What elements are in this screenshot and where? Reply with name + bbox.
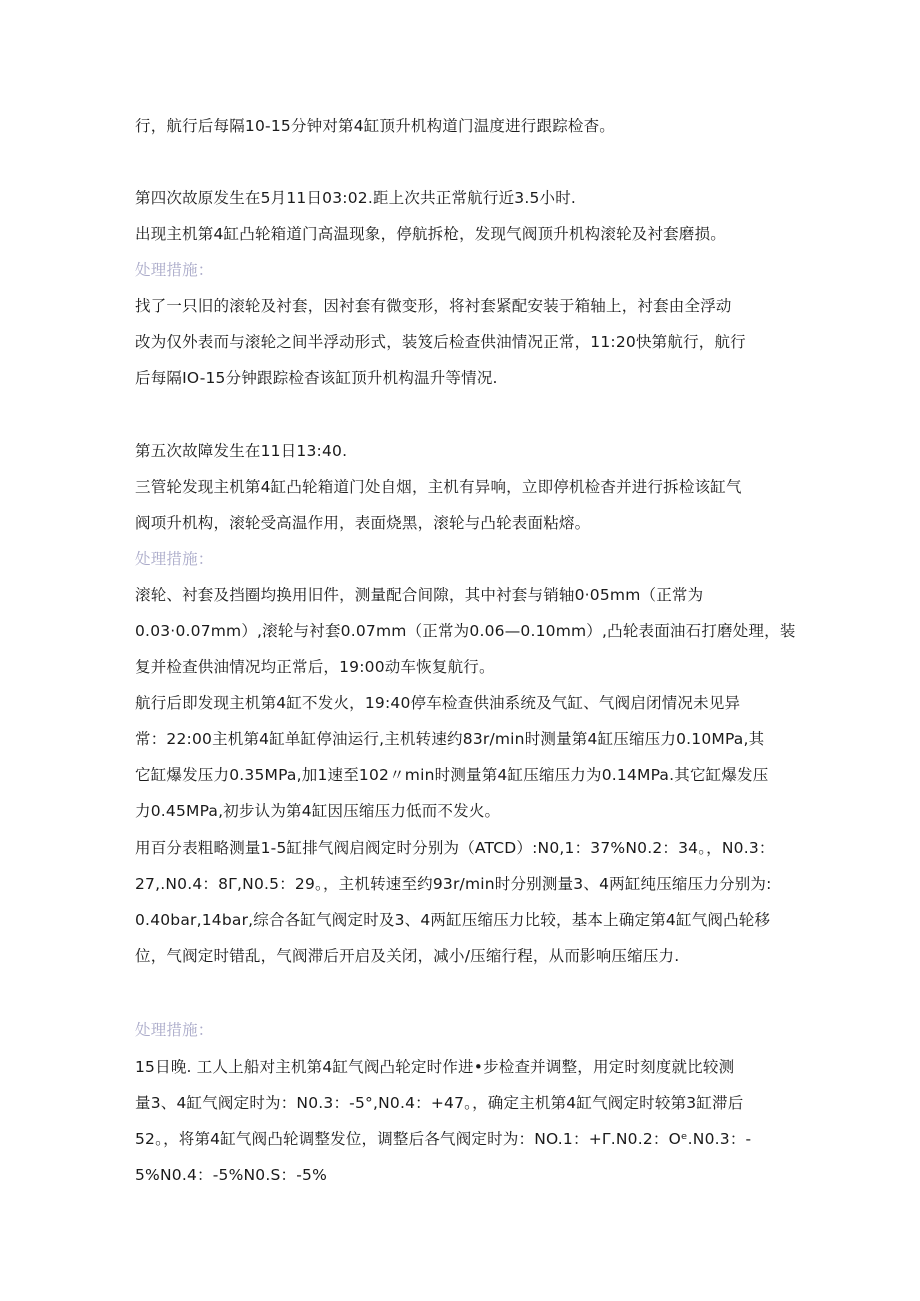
text-line: 力0.45MPa,初步认为第4缸因压缩压力低而不发火。 [135,802,501,820]
text-line: 5%N0.4：-5%N0.S：-5% [135,1166,328,1184]
text-line: 15日晚. 工人上船对主机第4缸气阀凸轮定时作进•步检查并调整，用定时刻度就比较测 [135,1058,735,1076]
section-heading: 处理措施： [135,550,214,568]
text-line: 出现主机第4缸凸轮箱道门高温现象，停航拆枪，发现气阀顶升机构滚轮及衬套磨损。 [135,225,726,243]
text-line: 27,.N0.4：8Γ,N0.5：29。，主机转速至约93r/min时分别测量3、4两缸纯压缩压力分别为: [135,875,772,893]
text-line: 0.03·0.07mm）,滚轮与衬套0.07mm（正常为0.06—0.10mm）,凸轮表面油石打磨处理，装 [135,622,796,640]
text-line: 行，航行后每隔10-15分钟对第4缸顶升机构道门温度进行跟踪检杳。 [135,117,616,135]
text-line: 改为仅外表而与滚轮之间半浮动形式，装笈后检查供油情况正常，11:20快第航行，航行 [135,333,746,351]
text-line: 量3、4缸气阀定时为：N0.3：-5°,N0.4：+47。，确定主机第4缸气阀定时较第3缸滞后 [135,1094,744,1112]
section-heading: 处理措施： [135,261,214,279]
text-line: 用百分表粗略测量1-5缸排气阀启阀定时分别为（ATCD）:N0,1：37%N0.2：34。，N0.3： [135,839,775,857]
text-line: 三管轮发现主机第4缸凸轮箱道门处自烟，主机有异响，立即停机检杳并进行拆检该缸气 [135,478,742,496]
text-line: 常：22:00主机第4缸单缸停油运行,主机转速约83r/min时测量第4缸压缩压力0.10MPa,其 [135,730,765,748]
text-line: 它缸爆发压力0.35MPa,加1速至102〃min时测量第4缸压缩压力为0.14MPa.其它缸爆发压 [135,766,769,784]
text-line: 找了一只旧的滚轮及衬套，因衬套有微变形，将衬套紧配安装于箱轴上，衬套由全浮动 [135,297,732,315]
text-line: 阀项升机构，滚轮受高温作用，表面烧黑，滚轮与凸轮表面粘熔。 [135,514,591,532]
text-line: 位，气阀定时错乱，气阀滞后开启及关闭，减小/压缩行程，从而影响压缩压力. [135,947,680,965]
section-heading: 处理措施： [135,1021,214,1039]
text-line: 0.40bar,14bar,综合各缸气阀定时及3、4两缸压缩压力比较，基本上确定第4缸气阀凸轮移 [135,911,771,929]
text-line: 第五次故障发生在11日13:40. [135,442,348,460]
text-line: 复并检查供油情况均正常后，19:00动车恢复航行。 [135,658,495,676]
text-line: 航行后即发现主机第4缸不发火，19:40停车检查供油系统及气缸、气阀启闭情况未见异 [135,694,741,712]
text-line: 后每隔IO-15分钟跟踪检杳该缸顶升机构温升等情况. [135,369,498,387]
text-line: 第四次故原发生在5月11日03:02.距上次共正常航行近3.5小时. [135,189,577,207]
text-line: 52。，将第4缸气阀凸轮调整发位，调整后各气阀定时为：NO.1：+Γ.N0.2：Oᵉ.N0.3：- [135,1130,752,1148]
text-line: 滚轮、衬套及挡圈均换用旧件，测量配合间隙，其中衬套与销轴0·05mm（正常为 [135,586,704,604]
